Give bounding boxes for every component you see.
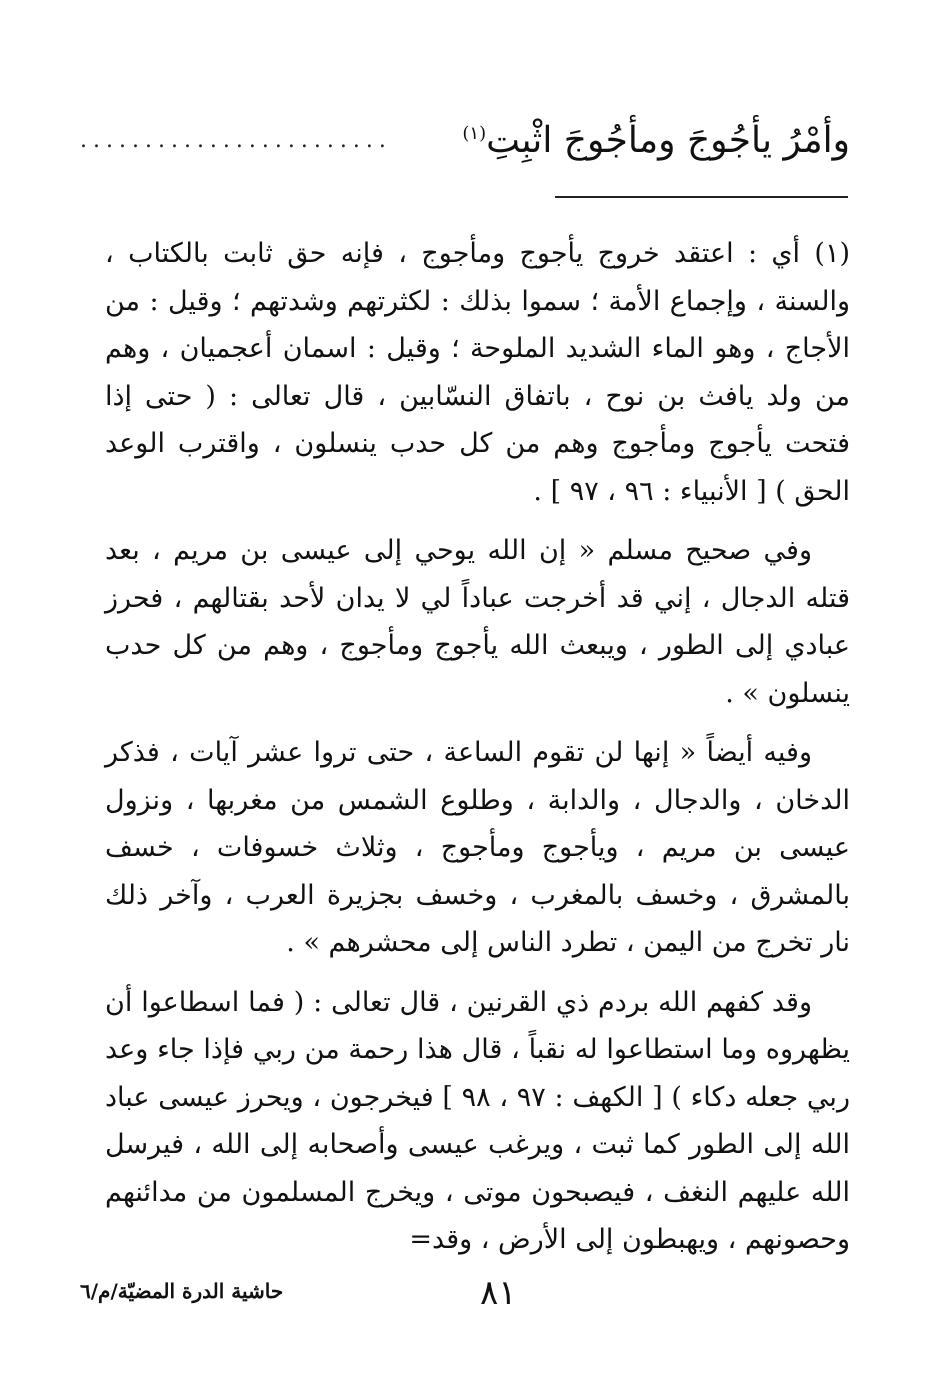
- page-number: ٨١: [480, 1273, 517, 1313]
- footnote-separator-line: [555, 196, 848, 198]
- verse-continuation-dots: ........................: [80, 127, 392, 153]
- footnote-reference: (١): [462, 122, 487, 144]
- footnote-paragraph-1: (١) أي : اعتقد خروج يأجوج ومأجوج ، فإنه حق ثابت بالكتاب ، والسنة ، وإجماع الأمة ؛ سموا بذلك : لكثرتهم وشدتهم ؛ وقيل : من الأجاج ، وهو الماء الشديد الملوحة ؛ وقيل : اسمان أعجميان ، وهم من ولد يافث بن نوح ، باتفاق النسّابين ، قال تعالى : ( حتى إذا فتحت يأجوج ومأجوج وهم من كل حدب ينسلون ، واقترب الوعد الحق ) [ الأنبياء : ٩٦ ، ٩٧ ] .: [105, 238, 850, 507]
- footnote-body: [105, 230, 850, 1276]
- page-footer: [80, 1275, 850, 1315]
- poem-verse-line: [80, 110, 850, 170]
- poem-verse: [462, 120, 850, 161]
- book-title: حاشية الدرة المضيّة/م/٦: [80, 1279, 284, 1303]
- footnote-paragraph-2: وفي صحيح مسلم « إن الله يوحي إلى عيسى بن مريم ، بعد قتله الدجال ، إني قد أخرجت عباداً لي لا يدان لأحد بقتالهم ، فحرز عبادي إلى الطور ، ويبعث الله يأجوج ومأجوج ، وهم من كل حدب ينسلون » .: [105, 535, 850, 709]
- footnote-paragraph-3: وفيه أيضاً « إنها لن تقوم الساعة ، حتى تروا عشر آيات ، فذكر الدخان ، والدجال ، والدابة ، وطلوع الشمس من مغربها ، ونزول عيسى بن مريم ، ويأجوج ومأجوج ، وثلاث خسوفات ، خسف بالمشرق ، وخسف بالمغرب ، وخسف بجزيرة العرب ، وآخر ذلك نار تخرج من اليمن ، تطرد الناس إلى محشرهم » .: [105, 737, 850, 958]
- footnote-paragraph-4: وقد كفهم الله بردم ذي القرنين ، قال تعالى : ( فما اسطاعوا أن يظهروه وما استطاعوا له نقباً ، قال هذا رحمة من ربي فإذا جاء وعد ربي جعله دكاء ) [ الكهف : ٩٧ ، ٩٨ ] فيخرجون ، ويحرز عيسى عباد الله إلى الطور كما ثبت ، ويرغب عيسى وأصحابه إلى الله ، فيرسل الله عليهم النغف ، فيصبحون موتى ، ويخرج المسلمون من مدائنهم وحصونهم ، ويهبطون إلى الأرض ، وقد=: [105, 986, 850, 1255]
- verse-text: وأمْرُ يأجُوجَ ومأجُوجَ اثْبِتِ: [486, 119, 850, 161]
